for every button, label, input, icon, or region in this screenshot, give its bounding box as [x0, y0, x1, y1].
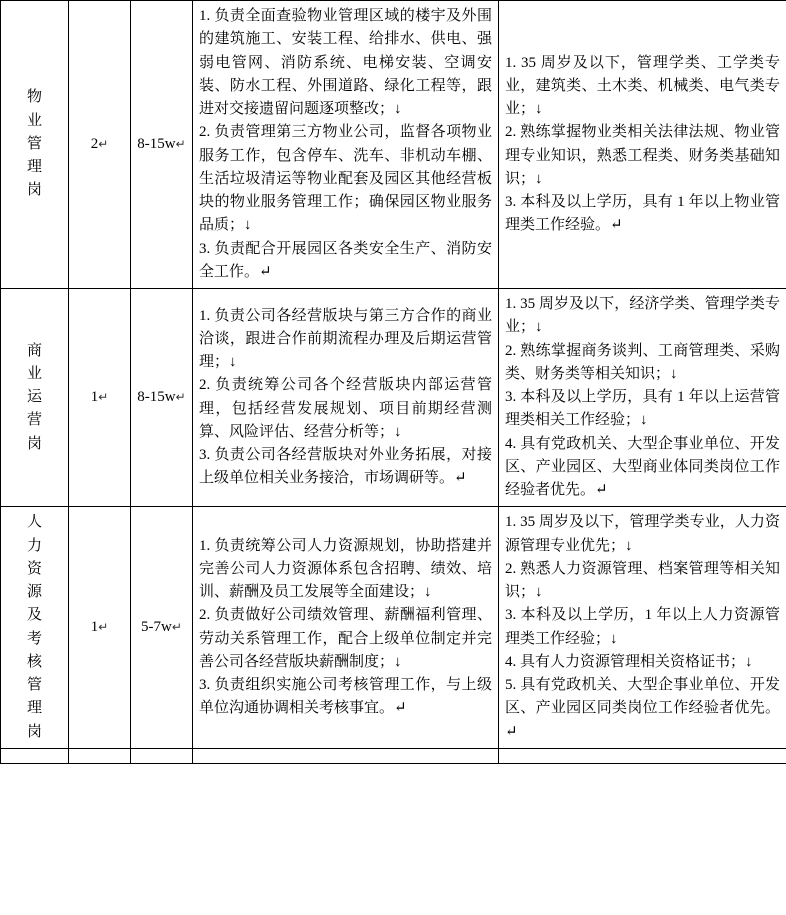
requirement-item: 3. 本科及以上学历，具有 1 年以上运营管理类相关工作经验；↓ — [505, 389, 780, 429]
table-row — [1, 289, 786, 507]
table-row-partial — [1, 748, 786, 763]
table-row — [1, 507, 786, 749]
requirement-item: 4. 具有人力资源管理相关资格证书；↓ — [505, 653, 753, 670]
salary-value: 5-7w — [141, 618, 172, 635]
duties-cell-partial — [193, 748, 499, 763]
salary-cell — [131, 289, 193, 507]
headcount-value: 1 — [90, 618, 99, 635]
requirement-item: 2. 熟练掌握物业类相关法律法规、物业管理专业知识，熟悉工程类、财务类基础知识；↓ — [505, 124, 780, 187]
requirement-item: 3. 本科及以上学历，具有 1 年以上物业管理类工作经验。↵ — [505, 194, 780, 234]
position-name-cell — [1, 507, 69, 749]
position-name-cell — [1, 1, 69, 289]
requirement-item: 2. 熟悉人力资源管理、档案管理等相关知识；↓ — [505, 560, 780, 600]
paragraph-mark-icon: ↵ — [175, 136, 186, 151]
headcount-cell — [69, 1, 131, 289]
duties-cell — [193, 289, 499, 507]
position-name: 物业管理岗 — [27, 89, 43, 199]
duties-cell — [193, 1, 499, 289]
headcount-cell — [69, 289, 131, 507]
requirement-item: 5. 具有党政机关、大型企事业单位、开发区、产业园区同类岗位工作经验者优先。↵ — [505, 677, 780, 740]
requirement-item: 2. 熟练掌握商务谈判、工商管理类、采购类、财务类等相关知识；↓ — [505, 342, 780, 382]
duty-item: 1. 负责全面查验物业管理区域的楼宇及外围的建筑施工、安装工程、给排水、供电、强弱电管网、消防系统、电梯安装、空调安装、防水工程、外围道路、绿化工程等，跟进对交接遗留问题逐项整改；↓ — [199, 8, 492, 117]
salary-value: 8-15w — [137, 389, 176, 405]
table-body — [1, 1, 786, 764]
requirement-item: 3. 本科及以上学历，1 年以上人力资源管理类工作经验；↓ — [505, 607, 780, 647]
salary-cell-partial — [131, 748, 193, 763]
duty-item: 1. 负责统筹公司人力资源规划，协助搭建并完善公司人力资源体系包含招聘、绩效、培训、薪酬及员工发展等全面建设；↓ — [199, 537, 492, 600]
requirement-item: 1. 35 周岁及以下，管理学类专业，人力资源管理专业优先；↓ — [505, 514, 780, 554]
duty-item: 2. 负责做好公司绩效管理、薪酬福利管理、劳动关系管理工作，配合上级单位制定并完善公司各经营版块薪酬制度；↓ — [199, 607, 492, 670]
duty-item: 2. 负责统筹公司各个经营版块内部运营管理，包括经营发展规划、项目前期经营测算、风险评估、经营分析等；↓ — [199, 377, 492, 440]
duties-cell — [193, 507, 499, 749]
requirements-cell — [499, 507, 786, 749]
table-row — [1, 1, 786, 289]
duty-item: 3. 负责配合开展园区各类安全生产、消防安全工作。↵ — [199, 240, 492, 280]
paragraph-mark-icon: ↵ — [175, 390, 186, 404]
requirements-cell — [499, 1, 786, 289]
position-name: 人力资源及考核管理岗 — [27, 514, 43, 740]
requirements-cell — [499, 289, 786, 507]
paragraph-mark-icon: ↵ — [98, 136, 109, 151]
headcount-value: 2 — [90, 135, 99, 152]
salary-cell — [131, 1, 193, 289]
requirement-item: 1. 35 周岁及以下，管理学类、工学类专业，建筑类、土木类、机械类、电气类专业；↓ — [505, 54, 780, 117]
paragraph-mark-icon: ↵ — [98, 390, 109, 404]
duty-item: 1. 负责公司各经营版块与第三方合作的商业洽谈，跟进合作前期流程办理及后期运营管理；↓ — [199, 307, 492, 371]
duty-item: 3. 负责公司各经营版块对外业务拓展，对接上级单位相关业务接洽，市场调研等。↵ — [199, 447, 492, 487]
requirement-item: 1. 35 周岁及以下，经济学类、管理学类专业；↓ — [505, 296, 780, 336]
duty-item: 3. 负责组织实施公司考核管理工作，与上级单位沟通协调相关考核事宜。↵ — [199, 677, 492, 717]
position-name: 商业运营岗 — [27, 342, 43, 452]
position-name-cell — [1, 289, 69, 507]
paragraph-mark-icon: ↵ — [98, 619, 109, 634]
salary-cell — [131, 507, 193, 749]
headcount-cell-partial — [69, 748, 131, 763]
requirement-item: 4. 具有党政机关、大型企事业单位、开发区、产业园区、大型商业体同类岗位工作经验者优先。↵ — [505, 435, 780, 498]
headcount-cell — [69, 507, 131, 749]
requirements-cell-partial — [499, 748, 786, 763]
duty-item: 2. 负责管理第三方物业公司，监督各项物业服务工作，包含停车、洗车、非机动车棚、生活垃圾清运等物业配套及园区其他经营板块的物业服务管理工作；确保园区物业服务品质；↓ — [199, 124, 492, 234]
paragraph-mark-icon: ↵ — [171, 619, 182, 634]
position-name-cell-partial — [1, 748, 69, 763]
salary-value: 8-15w — [137, 135, 176, 152]
headcount-value: 1 — [90, 389, 99, 405]
